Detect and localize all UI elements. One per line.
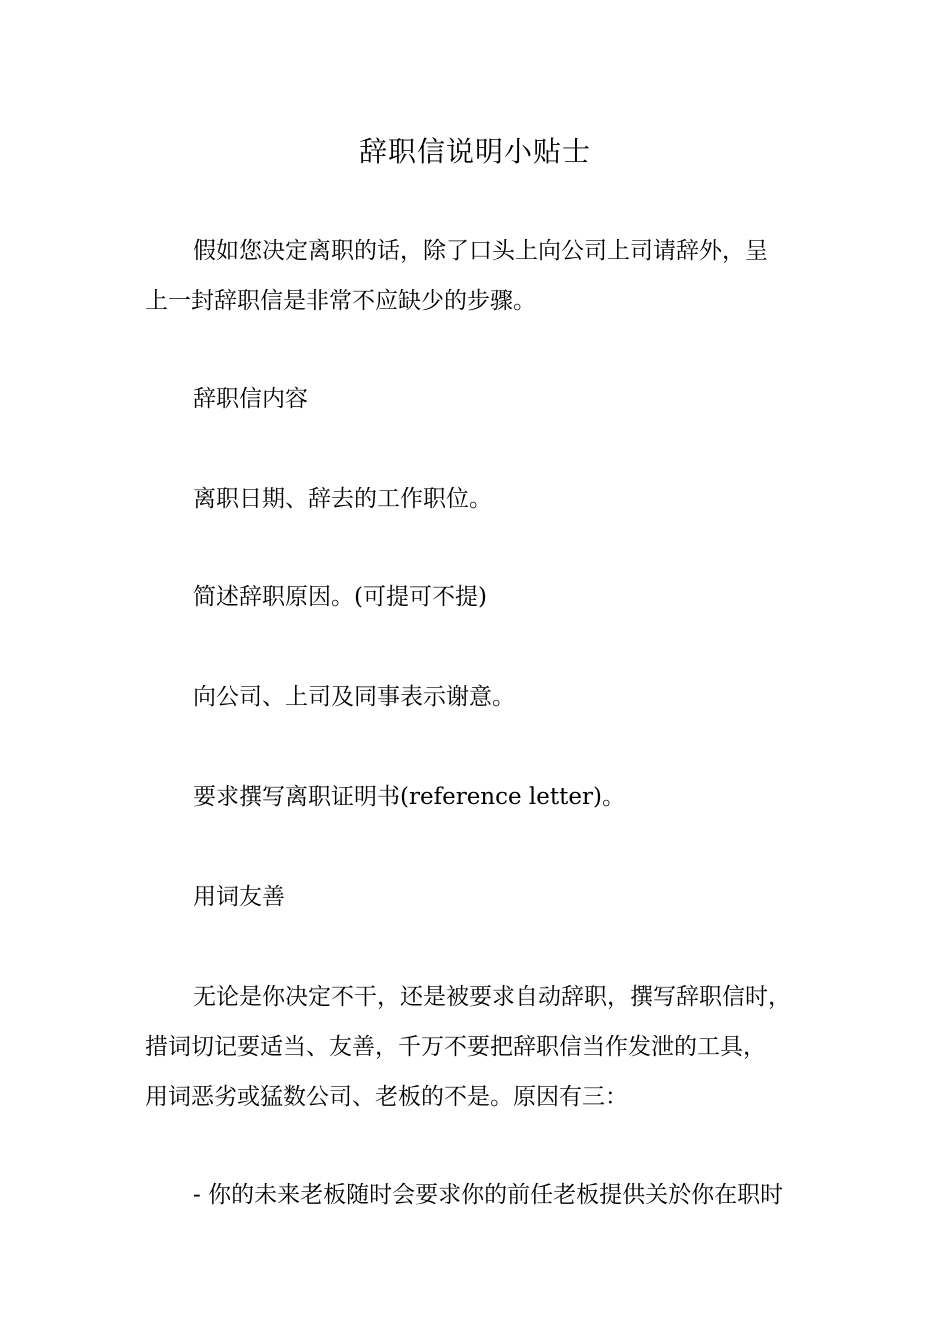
paragraph-line: 假如您决定离职的话，除了口头上向公司上司请辞外，呈 — [193, 238, 768, 264]
paragraph-line: 离职日期、辞去的工作职位。 — [193, 486, 492, 512]
paragraph-item-date — [145, 474, 825, 524]
paragraph-item-reference — [145, 772, 825, 822]
paragraph-item-reason — [145, 572, 825, 622]
section-heading: 辞职信内容 — [193, 386, 308, 412]
paragraph-line: - 你的未来老板随时会要求你的前任老板提供关於你在职时 — [193, 1182, 784, 1208]
section-heading-content — [145, 374, 825, 424]
paragraph-line: 要求撰写离职证明书(reference letter)。 — [193, 784, 625, 810]
paragraph-line: 简述辞职原因。(可提可不提) — [193, 584, 487, 610]
section-heading: 用词友善 — [193, 884, 285, 910]
paragraph-line: 用词恶劣或猛数公司、老板的不是。原因有三： — [145, 1084, 628, 1110]
paragraph-intro — [145, 226, 825, 326]
paragraph-line: 措词切记要适当、友善，千万不要把辞职信当作发泄的工具， — [145, 1034, 766, 1060]
paragraph-line: 向公司、上司及同事表示谢意。 — [193, 684, 515, 710]
paragraph-wording — [145, 972, 825, 1122]
section-heading-wording — [145, 872, 825, 922]
paragraph-bullet — [145, 1170, 825, 1220]
paragraph-line: 上一封辞职信是非常不应缺少的步骤。 — [145, 288, 536, 314]
paragraph-item-thanks — [145, 672, 825, 722]
document-title: 辞职信说明小贴士 — [358, 135, 591, 168]
paragraph-line: 无论是你决定不干，还是被要求自动辞职，撰写辞职信时， — [193, 984, 791, 1010]
